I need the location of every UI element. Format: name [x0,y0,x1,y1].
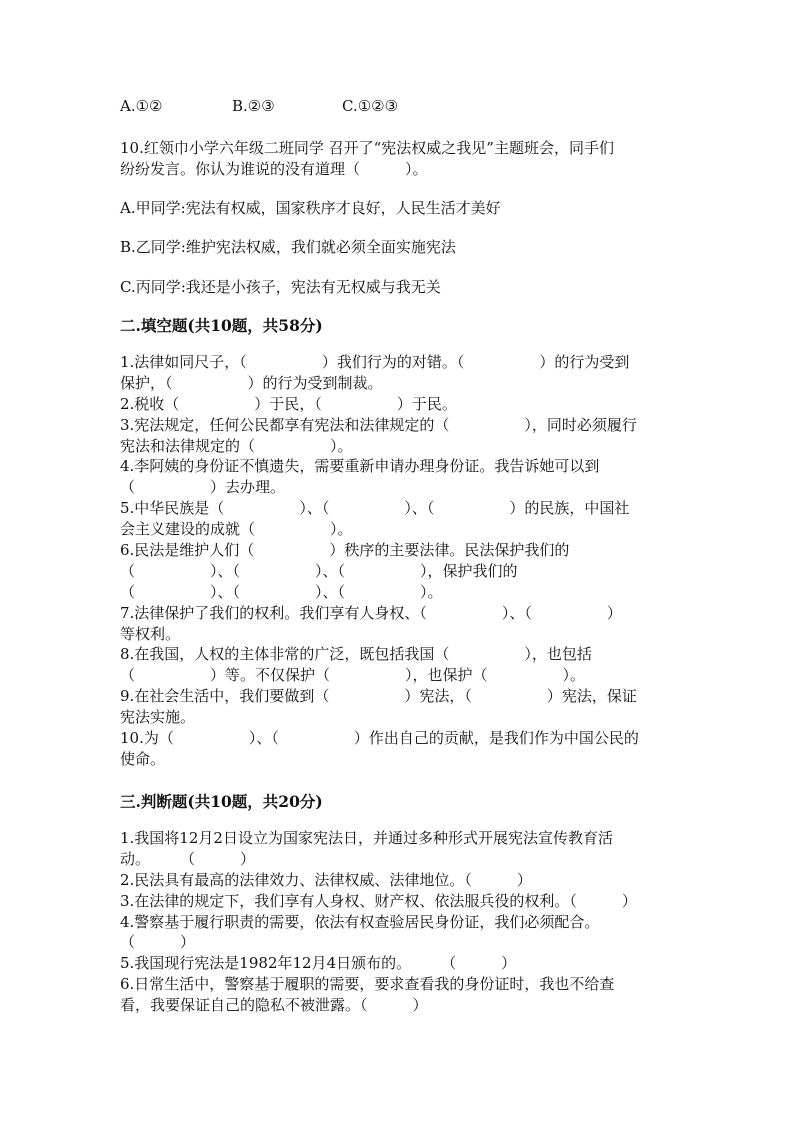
fill-line: （ ）、（ ）、（ ），保护我们的 [120,561,518,580]
judge-line: 5.我国现行宪法是1982年12月4日颁布的。 （ ） [120,954,517,973]
fill-line: 10.为（ ）、（ ）作出自己的贡献，是我们作为中国公民的 [120,729,639,748]
q9-option-c: C.①②③ [342,97,399,115]
fill-line: 1.法律如同尺子，（ ）我们行为的对错。（ ）的行为受到 [120,353,630,371]
fill-line: 会主义建设的成就（ ）。 [120,520,353,539]
fill-line: （ ）、（ ）、（ ）。 [120,582,443,601]
section-3-title: 三.判断题(共10题，共20分) [120,792,323,811]
judge-line: 动。 （ ） [120,849,256,868]
fill-line: 宪法实施。 [120,708,196,727]
question-10-stem-line-1: 10.红领巾小学六年级二班同学 召开了“宪法权威之我见”主题班会，同手们 [120,139,614,157]
section-2-title: 二.填空题(共10题，共58分) [120,316,323,335]
fill-line: 等权利。 [120,624,181,643]
fill-line: 使命。 [120,749,166,768]
question-10-stem-line-2: 纷纷发言。你认为谁说的没有道理（ ）。 [120,160,428,178]
fill-line: 2.税收（ ）于民，（ ）于民。 [120,394,457,413]
judge-line: 4.警察基于履行职责的需要，依法有权查验居民身份证，我们必须配合。 [120,912,600,931]
fill-line: （ ）去办理。 [120,478,286,497]
fill-line: 9.在社会生活中，我们要做到（ ）宪法，（ ）宪法，保证 [120,687,637,706]
q10-option-c: C.丙同学:我还是小孩子，宪法有无权威与我无关 [120,278,441,296]
fill-line: 6.民法是维护人们（ ）秩序的主要法律。民法保护我们的 [120,541,570,560]
section-2-body [120,352,680,770]
fill-line: 保护，（ ）的行为受到制裁。 [120,373,383,392]
q9-option-b: B.②③ [232,97,275,115]
judge-line: 看，我要保证自己的隐私不被泄露。（ ） [120,996,428,1015]
fill-line: （ ）等。不仅保护（ ），也保护（ ）。 [120,666,586,685]
fill-line: 5.中华民族是（ ）、（ ）、（ ）的民族，中国社 [120,499,630,518]
judge-line: 6.日常生活中，警察基于履职的需要，要求查看我的身份证时，我也不给查 [120,975,615,994]
judge-line: 3.在法律的规定下，我们享有人身权、财产权、依法服兵役的权利。（ ） [120,891,637,910]
judge-line: 2.民法具有最高的法律效力、法律权威、法律地位。（ ） [120,870,532,889]
question-9-options [120,97,520,119]
q10-option-a: A.甲同学:宪法有权威，国家秩序才良好，人民生活才美好 [120,199,501,217]
judge-line: 1.我国将12月2日设立为国家宪法日，并通过多种形式开展宪法宣传教育活 [120,829,613,847]
judge-line: （ ） [120,933,196,952]
fill-line: 3.宪法规定，任何公民都享有宪法和法律规定的（ ），同时必须履行 [120,415,637,434]
fill-line: 8.在我国，人权的主体非常的广泛，既包括我国（ ），也包括 [120,645,592,664]
fill-line: 7.法律保护了我们的权利。我们享有人身权、（ ）、（ ） [120,603,622,622]
q10-option-b: B.乙同学:维护宪法权威，我们就必须全面实施宪法 [120,238,456,256]
section-3-body [120,828,680,1016]
fill-line: 宪法和法律规定的（ ）。 [120,436,353,455]
q9-option-a: A.①② [120,97,163,115]
fill-line: 4.李阿姨的身份证不慎遗失，需要重新申请办理身份证。我告诉她可以到 [120,457,600,476]
